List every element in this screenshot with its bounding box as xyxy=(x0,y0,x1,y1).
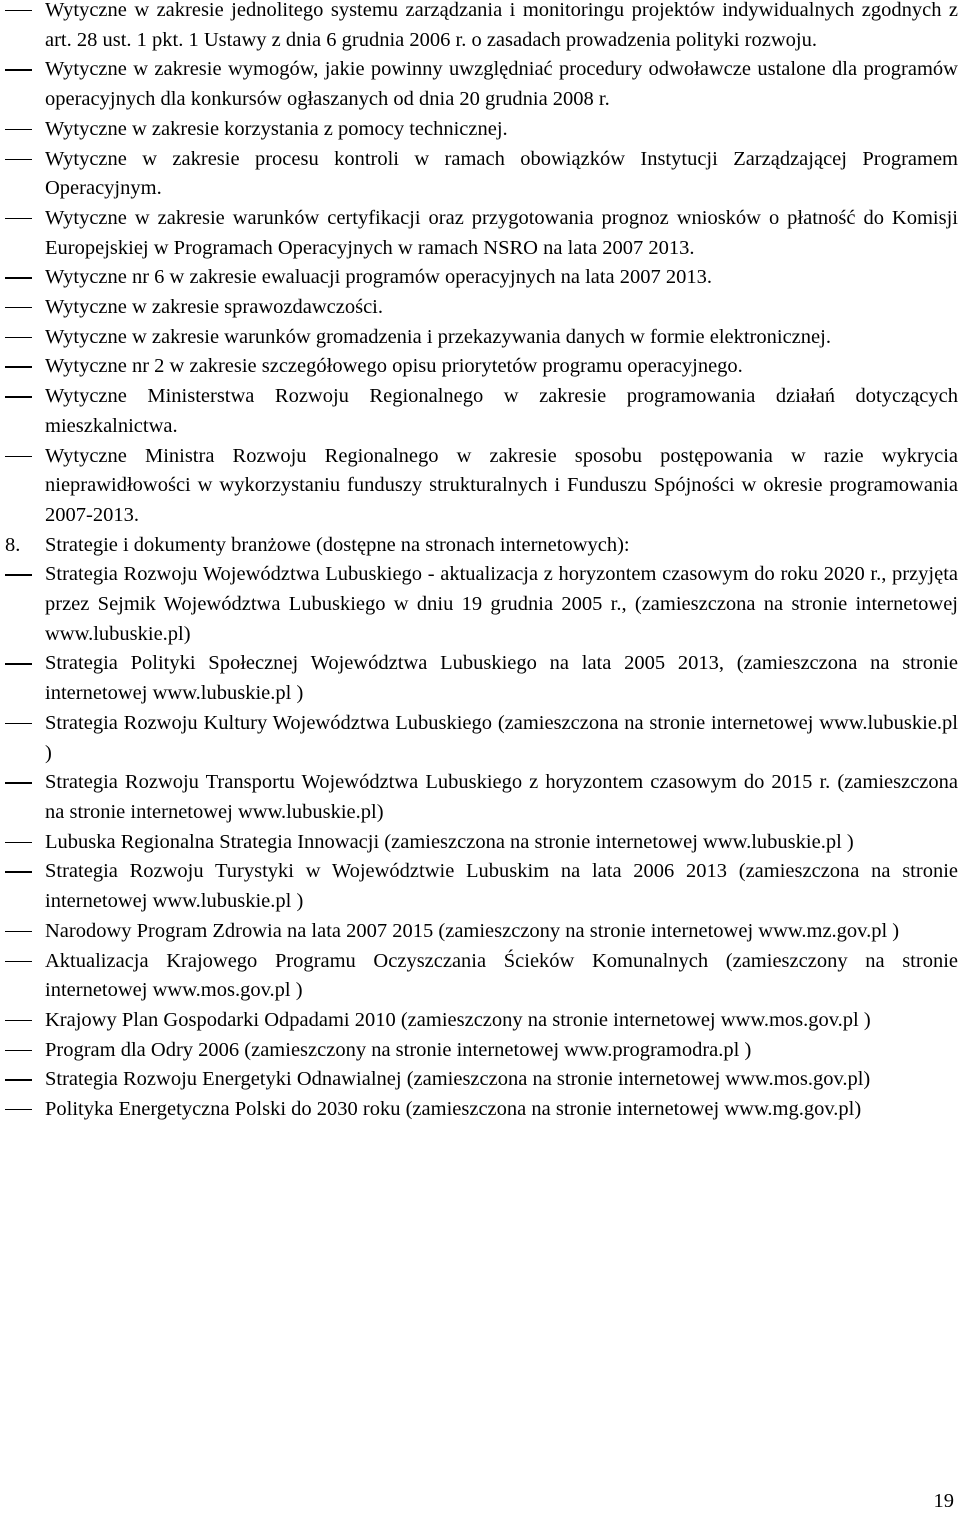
dash-bullet xyxy=(5,366,32,367)
list-item xyxy=(0,828,958,858)
list-item-text: Wytyczne w zakresie korzystania z pomocy technicznej. xyxy=(45,117,508,140)
list-item-text: Strategia Rozwoju Kultury Województwa Lubuskiego (zamieszczona na stronie internetowej www.lubuskie.pl ) xyxy=(45,711,958,764)
list-item xyxy=(0,442,958,531)
dash-bullet xyxy=(5,456,32,457)
section-number: 8. xyxy=(5,533,21,556)
list-item xyxy=(0,145,958,204)
list-item xyxy=(0,709,958,768)
dash-bullet xyxy=(5,10,32,11)
page-number: 19 xyxy=(933,1490,954,1512)
list-item xyxy=(0,352,958,382)
list-item xyxy=(0,204,958,263)
list-item xyxy=(0,1036,958,1066)
list-item xyxy=(0,1006,958,1036)
list-item-text: Strategia Rozwoju Energetyki Odnawialnej (zamieszczona na stronie internetowej www.mos.gov.pl) xyxy=(45,1068,871,1091)
dash-bullet xyxy=(5,159,32,160)
list-item-text: Strategia Rozwoju Transportu Województwa Lubuskiego z horyzontem czasowym do 2015 r. (zamieszczona na stronie internetowej www.lubuskie.pl) xyxy=(45,771,958,823)
section-title: Strategie i dokumenty branżowe (dostępne na stronach internetowych): xyxy=(45,533,630,556)
list-item-text: Wytyczne w zakresie warunków certyfikacji oraz przygotowania prognoz wniosków o płatność do Komisji Europejskiej w Programach Operacyjnych w ramach NSRO na lata 2007 2013. xyxy=(45,206,958,259)
list-item-text: Wytyczne Ministerstwa Rozwoju Regionalnego w zakresie programowania działań dotyczących mieszkalnictwa. xyxy=(45,385,958,437)
list-item xyxy=(0,560,958,649)
dash-bullet xyxy=(5,871,32,872)
list-item-text: Narodowy Program Zdrowia na lata 2007 2015 (zamieszczony na stronie internetowej www.mz.gov.pl ) xyxy=(45,919,900,942)
list-item xyxy=(0,857,958,916)
list-item-text: Lubuska Regionalna Strategia Innowacji (zamieszczona na stronie internetowej www.lubuskie.pl ) xyxy=(45,830,854,853)
list-item xyxy=(0,1065,958,1095)
dash-bullet xyxy=(5,1050,32,1051)
list-item-text: Strategia Rozwoju Województwa Lubuskiego - aktualizacja z horyzontem czasowym do roku 2020 r., przyjęta przez Sejmik Województwa Lubuskiego w dniu 19 grudnia 2005 r., (zamieszczona na stronie internetowej www.lubuskie.pl) xyxy=(45,563,958,645)
list-item-text: Wytyczne w zakresie sprawozdawczości. xyxy=(45,296,383,319)
dash-bullet xyxy=(5,307,32,308)
section-heading xyxy=(0,531,958,561)
list-item xyxy=(0,55,958,114)
list-item-text: Strategia Polityki Społecznej Województwa Lubuskiego na lata 2005 2013, (zamieszczona na stronie internetowej www.lubuskie.pl ) xyxy=(45,652,958,705)
dash-bullet xyxy=(5,1020,32,1021)
dash-bullet xyxy=(5,723,32,724)
list-item xyxy=(0,293,958,323)
dash-bullet xyxy=(5,129,32,130)
dash-bullet xyxy=(5,782,32,783)
list-item xyxy=(0,649,958,708)
list-item xyxy=(0,323,958,353)
list-item-text: Krajowy Plan Gospodarki Odpadami 2010 (zamieszczony na stronie internetowej www.mos.gov.pl ) xyxy=(45,1008,871,1031)
dash-bullet xyxy=(5,277,32,278)
dash-bullet xyxy=(5,961,32,962)
list-item-text: Program dla Odry 2006 (zamieszczony na stronie internetowej www.programodra.pl ) xyxy=(45,1038,752,1061)
list-item-text: Strategia Rozwoju Turystyki w Województwie Lubuskim na lata 2006 2013 (zamieszczona na stronie internetowej www.lubuskie.pl ) xyxy=(45,860,958,913)
dash-bullet xyxy=(5,396,32,397)
dash-bullet xyxy=(5,1079,32,1080)
dash-bullet xyxy=(5,337,32,338)
dash-bullet xyxy=(5,218,32,219)
list-item xyxy=(0,115,958,145)
list-item-text: Polityka Energetyczna Polski do 2030 roku (zamieszczona na stronie internetowej www.mg.gov.pl) xyxy=(45,1098,862,1121)
dash-bullet xyxy=(5,69,32,70)
list-item-text: Wytyczne w zakresie jednolitego systemu zarządzania i monitoringu projektów indywidualnych zgodnych z art. 28 ust. 1 pkt. 1 Ustawy z dnia 6 grudnia 2006 r. o zasadach prowadzenia polityki rozwoju. xyxy=(45,0,958,51)
list-item-text: Wytyczne nr 2 w zakresie szczegółowego opisu priorytetów programu operacyjnego. xyxy=(45,355,743,378)
dash-bullet xyxy=(5,663,32,664)
dash-bullet xyxy=(5,574,32,575)
list-item-text: Wytyczne Ministra Rozwoju Regionalnego w zakresie sposobu postępowania w razie wykrycia nieprawidłowości w wykorzystaniu funduszy strukturalnych i Funduszu Spójności w okresie programowania 2007-2013. xyxy=(45,444,958,526)
list-item xyxy=(0,947,958,1006)
list-item xyxy=(0,1095,958,1125)
dash-bullet xyxy=(5,1109,32,1110)
list-item xyxy=(0,0,958,55)
list-item xyxy=(0,768,958,827)
list-item xyxy=(0,917,958,947)
list-item-text: Wytyczne w zakresie wymogów, jakie powinny uwzględniać procedury odwoławcze ustalone dla programów operacyjnych dla konkursów ogłaszanych od dnia 20 grudnia 2008 r. xyxy=(45,58,958,111)
list-item-text: Wytyczne w zakresie procesu kontroli w ramach obowiązków Instytucji Zarządzającej Programem Operacyjnym. xyxy=(45,147,958,200)
list-item xyxy=(0,382,958,441)
dash-bullet xyxy=(5,842,32,843)
list-item xyxy=(0,263,958,293)
dash-bullet xyxy=(5,931,32,932)
list-item-text: Aktualizacja Krajowego Programu Oczyszczania Ścieków Komunalnych (zamieszczony na stronie internetowej www.mos.gov.pl ) xyxy=(45,949,958,1002)
list-item-text: Wytyczne nr 6 w zakresie ewaluacji programów operacyjnych na lata 2007 2013. xyxy=(45,266,713,289)
list-item-text: Wytyczne w zakresie warunków gromadzenia i przekazywania danych w formie elektronicznej. xyxy=(45,325,831,348)
